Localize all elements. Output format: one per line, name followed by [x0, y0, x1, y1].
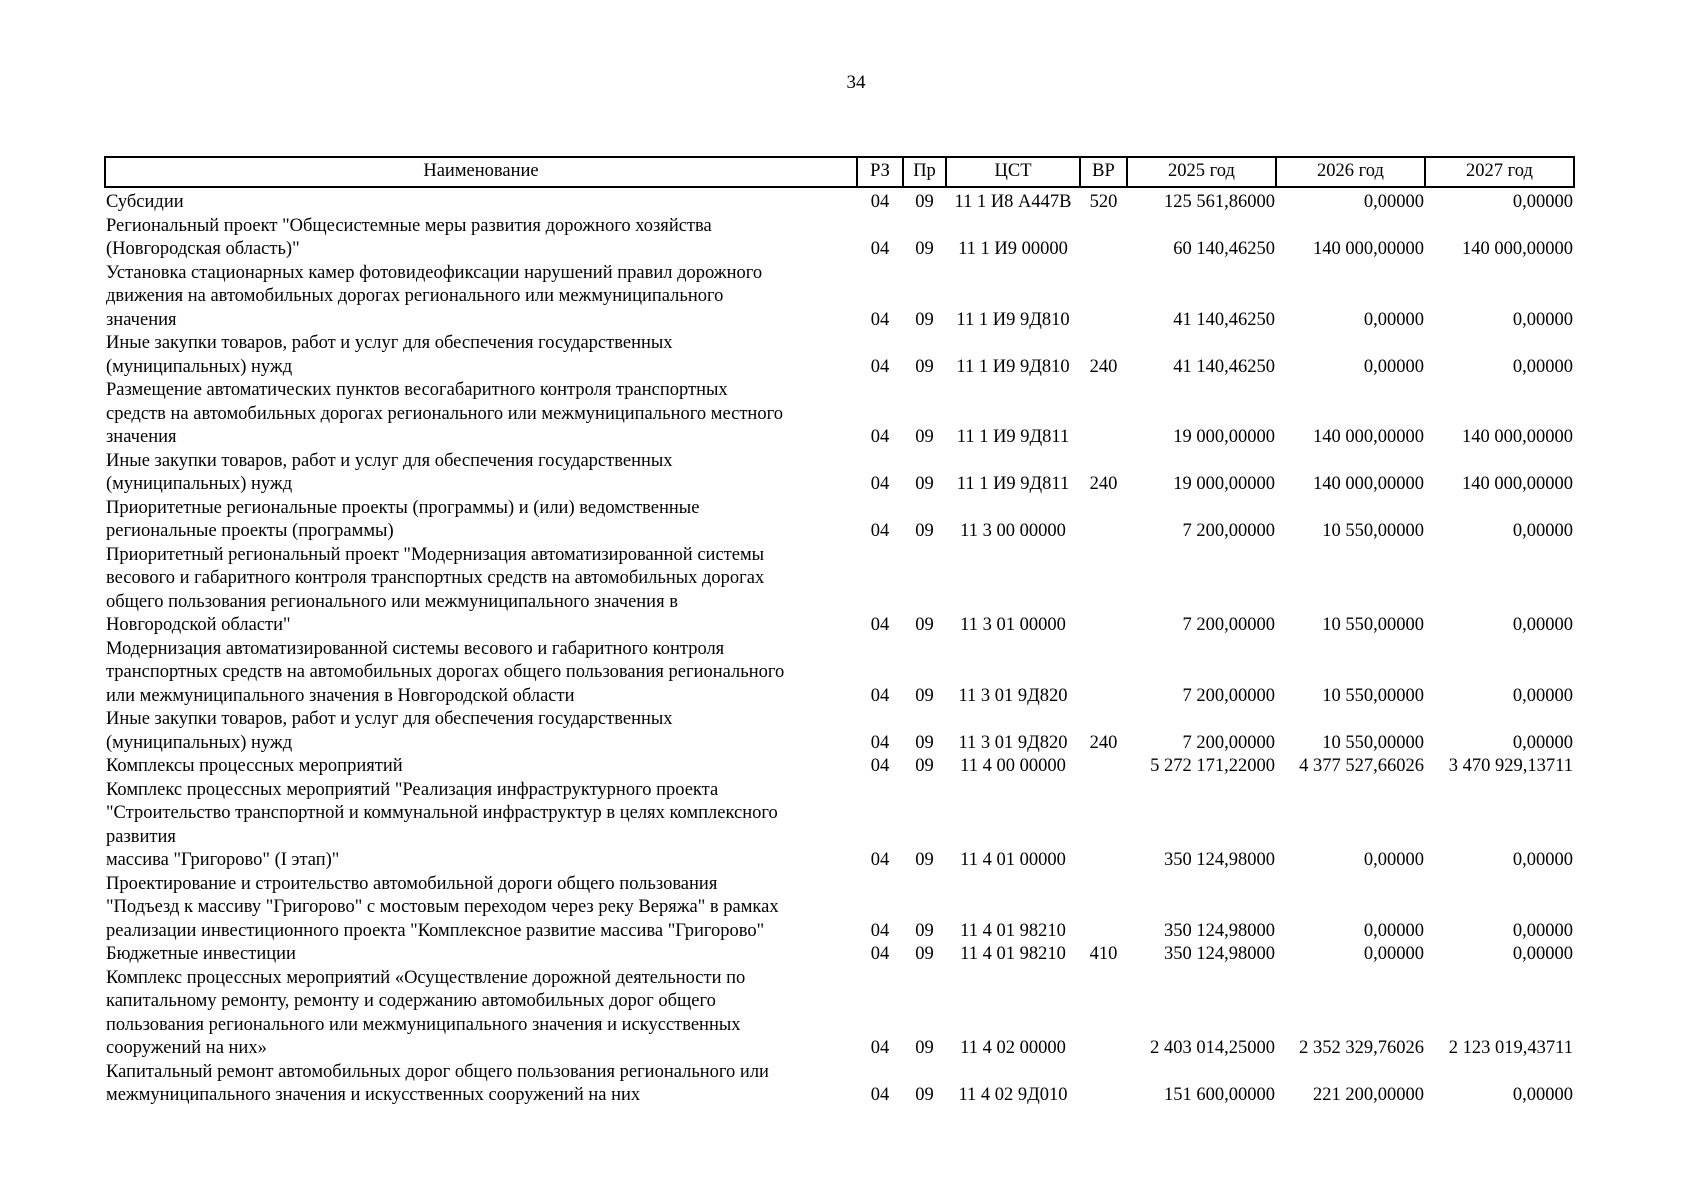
- row-pr: 09: [915, 920, 934, 941]
- row-cst: 11 3 01 9Д820: [958, 685, 1068, 706]
- row-value-2026: 0,00000: [1363, 920, 1424, 941]
- row-value-2025: 19 000,00000: [1173, 474, 1275, 494]
- header-vr: ВР: [1080, 157, 1127, 187]
- row-value-2027: 2 123 019,43711: [1448, 1038, 1573, 1058]
- row-cst: 11 4 01 98210: [960, 920, 1066, 941]
- row-rz: 04: [870, 944, 890, 964]
- row-pr: 09: [915, 1085, 934, 1105]
- table-row: [105, 755, 1574, 779]
- row-cst: 11 1 И9 00000: [958, 239, 1068, 259]
- header-rz: РЗ: [857, 157, 903, 187]
- row-rz: 04: [870, 427, 890, 447]
- row-value-2026: 4 377 527,66026: [1299, 756, 1424, 776]
- row-value-2026: 0,00000: [1363, 192, 1424, 212]
- row-vr: 240: [1089, 732, 1118, 753]
- row-value-2027: 0,00000: [1512, 356, 1573, 377]
- row-rz: 04: [870, 920, 890, 941]
- row-pr: 09: [915, 944, 934, 964]
- row-vr: [1080, 967, 1127, 1061]
- row-name: Установка стационарных камер фотовидеофиксации нарушений правил дорожного движения на автомобильных дорогах регионального или межмуниципального значения: [106, 262, 763, 330]
- row-cst: 11 1 И9 9Д811: [956, 474, 1070, 494]
- table-row: [105, 187, 1574, 215]
- row-value-2027: 0,00000: [1512, 615, 1573, 635]
- row-value-2026: 140 000,00000: [1313, 427, 1424, 447]
- row-cst: 11 3 00 00000: [960, 521, 1066, 541]
- header-pr: Пр: [903, 157, 946, 187]
- page-number: 34: [846, 72, 866, 93]
- row-rz: 04: [870, 309, 890, 330]
- table-row: [105, 544, 1574, 638]
- row-rz: 04: [870, 239, 890, 259]
- row-pr: 09: [915, 427, 934, 447]
- header-name: Наименование: [105, 157, 857, 187]
- row-value-2025: 350 124,98000: [1164, 920, 1275, 941]
- row-cst: 11 3 01 00000: [960, 615, 1066, 635]
- row-value-2027: 0,00000: [1512, 685, 1573, 706]
- table-body: [105, 187, 1574, 1108]
- row-cst: 11 1 И9 9Д810: [956, 356, 1070, 377]
- row-pr: 09: [915, 1038, 934, 1058]
- row-cst: 11 4 00 00000: [960, 756, 1066, 776]
- row-name: Иные закупки товаров, работ и услуг для обеспечения государственных (муниципальных) нужд: [106, 333, 673, 377]
- row-pr: 09: [915, 850, 934, 870]
- row-pr: 09: [915, 615, 934, 635]
- row-value-2027: 0,00000: [1512, 192, 1573, 212]
- row-name: Капитальный ремонт автомобильных дорог общего пользования регионального или межмуниципального значения и искусственных сооружений на них: [106, 1061, 769, 1105]
- row-vr: 410: [1089, 944, 1118, 964]
- row-rz: 04: [870, 192, 890, 212]
- row-pr: 09: [915, 732, 934, 753]
- row-value-2026: 140 000,00000: [1313, 474, 1424, 494]
- row-vr: 240: [1089, 474, 1118, 494]
- table-row: [105, 262, 1574, 333]
- row-value-2025: 7 200,00000: [1182, 685, 1275, 706]
- row-value-2025: 7 200,00000: [1182, 732, 1275, 753]
- row-cst: 11 4 01 98210: [960, 944, 1066, 964]
- table-row: [105, 450, 1574, 497]
- row-cst: 11 1 И8 А447В: [954, 192, 1072, 212]
- row-rz: 04: [870, 1085, 890, 1105]
- table-row: [105, 497, 1574, 544]
- row-cst: 11 1 И9 9Д810: [956, 309, 1070, 330]
- table-row: [105, 332, 1574, 379]
- row-value-2026: 10 550,00000: [1322, 732, 1424, 753]
- row-pr: 09: [915, 521, 934, 541]
- table-row: [105, 873, 1574, 944]
- row-rz: 04: [870, 1038, 890, 1058]
- table-row: [105, 779, 1574, 873]
- row-value-2025: 125 561,86000: [1164, 192, 1275, 212]
- table-row: [105, 638, 1574, 709]
- table-header: [105, 157, 1574, 187]
- row-value-2027: 0,00000: [1512, 920, 1573, 941]
- header-2025: 2025 год: [1127, 157, 1276, 187]
- table-row: [105, 1061, 1574, 1108]
- row-rz: 04: [870, 521, 890, 541]
- row-vr: [1080, 497, 1127, 544]
- row-value-2025: 151 600,00000: [1164, 1085, 1275, 1105]
- row-pr: 09: [915, 756, 934, 776]
- row-rz: 04: [870, 356, 890, 377]
- row-value-2026: 140 000,00000: [1313, 239, 1424, 259]
- row-value-2025: 19 000,00000: [1173, 427, 1275, 447]
- header-cst: ЦСТ: [946, 157, 1080, 187]
- table-row: [105, 379, 1574, 450]
- row-name: Бюджетные инвестиции: [106, 944, 296, 964]
- row-value-2027: 0,00000: [1512, 732, 1573, 753]
- row-value-2025: 350 124,98000: [1164, 850, 1275, 870]
- row-pr: 09: [915, 474, 934, 494]
- row-value-2026: 10 550,00000: [1322, 521, 1424, 541]
- row-vr: 520: [1089, 192, 1118, 212]
- row-value-2025: 350 124,98000: [1164, 944, 1275, 964]
- row-vr: [1080, 379, 1127, 450]
- table-row: [105, 967, 1574, 1061]
- row-vr: 240: [1089, 356, 1118, 377]
- row-value-2027: 140 000,00000: [1462, 427, 1573, 447]
- row-cst: 11 1 И9 9Д811: [956, 427, 1070, 447]
- row-name: Приоритетные региональные проекты (программы) и (или) ведомственные региональные проекты (программы): [106, 497, 700, 541]
- row-rz: 04: [870, 850, 890, 870]
- row-pr: 09: [915, 192, 934, 212]
- row-value-2025: 41 140,46250: [1173, 309, 1275, 330]
- row-pr: 09: [915, 685, 934, 706]
- row-value-2025: 5 272 171,22000: [1150, 756, 1275, 776]
- header-2026: 2026 год: [1276, 157, 1425, 187]
- table-row: [105, 708, 1574, 755]
- row-name: Комплекс процессных мероприятий "Реализация инфраструктурного проекта "Строительство транспортной и коммунальной инфраструктур в целях комплексного развития массива "Григорово" (I этап)": [106, 779, 778, 870]
- row-rz: 04: [870, 756, 890, 776]
- row-value-2027: 140 000,00000: [1462, 239, 1573, 259]
- row-vr: [1080, 779, 1127, 873]
- row-name: Региональный проект "Общесистемные меры развития дорожного хозяйства (Новгородская область)": [106, 215, 712, 259]
- row-cst: 11 4 01 00000: [960, 850, 1066, 870]
- header-2027: 2027 год: [1425, 157, 1574, 187]
- row-name: Приоритетный региональный проект "Модернизация автоматизированной системы весового и габаритного контроля транспортных средств на автомобильных дорогах общего пользования регионального или межмуниципального значения в Новгородской области": [106, 544, 765, 635]
- row-vr: [1080, 873, 1127, 944]
- row-rz: 04: [870, 732, 890, 753]
- row-pr: 09: [915, 239, 934, 259]
- row-cst: 11 3 01 9Д820: [958, 732, 1068, 753]
- row-name: Комплексы процессных мероприятий: [106, 756, 403, 776]
- row-value-2025: 60 140,46250: [1173, 239, 1275, 259]
- row-name: Проектирование и строительство автомобильной дороги общего пользования "Подъезд к массиву "Григорово" с мостовым переходом через реку Веряжа" в рамках реализации инвестиционного проекта "Комплексное развитие массива "Григорово": [106, 873, 779, 941]
- row-name: Размещение автоматических пунктов весогабаритного контроля транспортных средств на автомобильных дорогах регионального или межмуниципального местного значения: [106, 380, 783, 447]
- row-pr: 09: [915, 356, 934, 377]
- row-rz: 04: [870, 474, 890, 494]
- table-row: [105, 943, 1574, 967]
- row-vr: [1080, 544, 1127, 638]
- row-value-2026: 2 352 329,76026: [1299, 1038, 1424, 1058]
- row-value-2027: 0,00000: [1512, 944, 1573, 964]
- row-vr: [1080, 755, 1127, 779]
- row-value-2027: 0,00000: [1512, 850, 1573, 870]
- row-value-2027: 3 470 929,13711: [1448, 756, 1573, 776]
- row-value-2025: 7 200,00000: [1182, 521, 1275, 541]
- row-value-2026: 0,00000: [1363, 944, 1424, 964]
- row-value-2027: 140 000,00000: [1462, 474, 1573, 494]
- row-vr: [1080, 638, 1127, 709]
- row-cst: 11 4 02 00000: [960, 1038, 1066, 1058]
- row-name: Субсидии: [106, 192, 184, 212]
- row-value-2027: 0,00000: [1512, 521, 1573, 541]
- row-value-2026: 0,00000: [1363, 356, 1424, 377]
- row-rz: 04: [870, 685, 890, 706]
- row-vr: [1080, 262, 1127, 333]
- budget-table: [104, 156, 1575, 1108]
- row-vr: [1080, 215, 1127, 262]
- row-vr: [1080, 1061, 1127, 1108]
- row-value-2026: 10 550,00000: [1322, 685, 1424, 706]
- row-cst: 11 4 02 9Д010: [958, 1085, 1068, 1105]
- row-value-2027: 0,00000: [1512, 309, 1573, 330]
- row-value-2026: 10 550,00000: [1322, 615, 1424, 635]
- row-value-2025: 2 403 014,25000: [1150, 1038, 1275, 1058]
- row-value-2026: 0,00000: [1363, 850, 1424, 870]
- row-value-2026: 0,00000: [1363, 309, 1424, 330]
- row-value-2025: 41 140,46250: [1173, 356, 1275, 377]
- row-name: Комплекс процессных мероприятий «Осуществление дорожной деятельности по капитальному ремонту, ремонту и содержанию автомобильных дорог общего пользования регионального или межмуниципального значения и искусственных сооружений на них»: [106, 967, 746, 1058]
- row-name: Модернизация автоматизированной системы весового и габаритного контроля транспортных средств на автомобильных дорогах общего пользования регионального или межмуниципального значения в Новгородской области: [106, 638, 785, 706]
- row-name: Иные закупки товаров, работ и услуг для обеспечения государственных (муниципальных) нужд: [106, 450, 673, 494]
- table-row: [105, 215, 1574, 262]
- row-value-2026: 221 200,00000: [1313, 1085, 1424, 1105]
- row-name: Иные закупки товаров, работ и услуг для обеспечения государственных (муниципальных) нужд: [106, 709, 673, 753]
- row-value-2027: 0,00000: [1512, 1085, 1573, 1105]
- row-rz: 04: [870, 615, 890, 635]
- row-pr: 09: [915, 309, 934, 330]
- row-value-2025: 7 200,00000: [1182, 615, 1275, 635]
